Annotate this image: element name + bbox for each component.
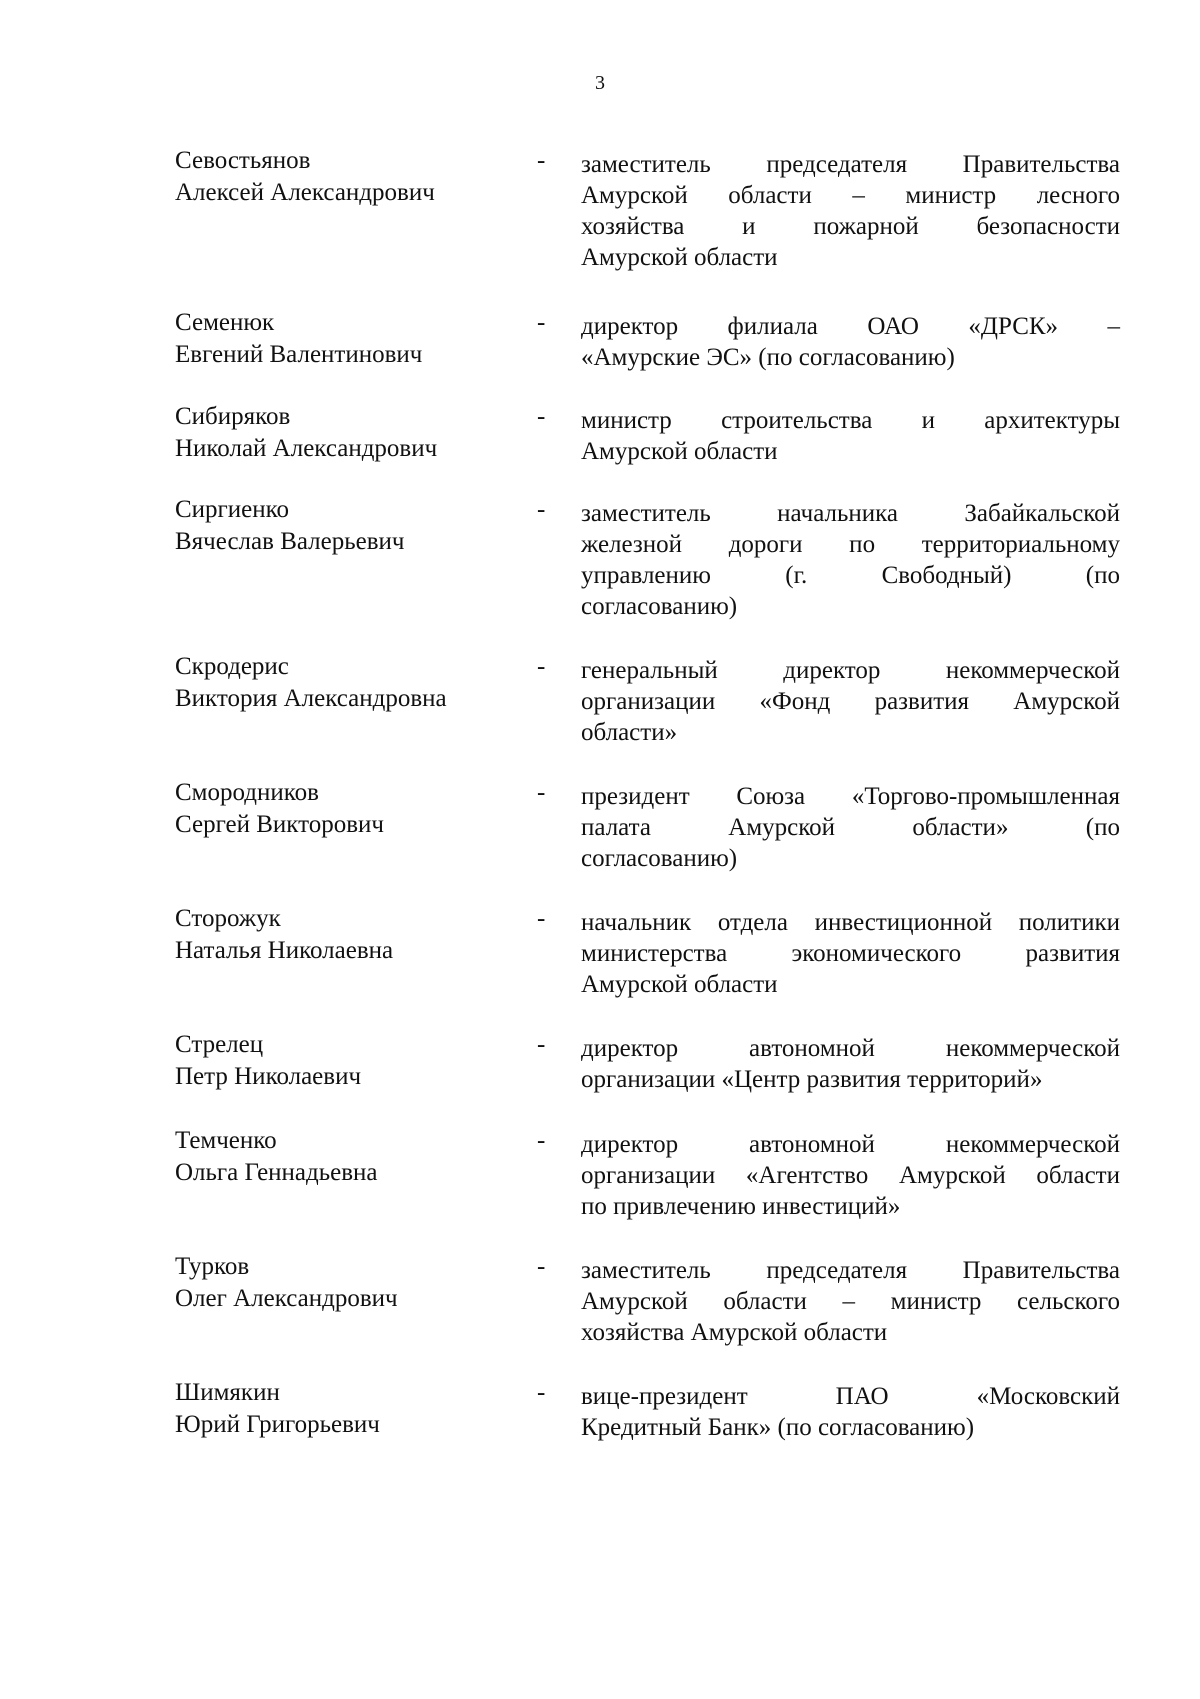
member-name: [175, 1251, 515, 1315]
entry-dash: -: [537, 147, 546, 174]
member-surname: Скродерис: [175, 653, 289, 680]
member-given-names: Николай Александрович: [175, 435, 438, 462]
position-line: по привлечению инвестиций»: [581, 1193, 901, 1220]
entry-dash: -: [537, 1379, 546, 1406]
member-given-names: Олег Александрович: [175, 1285, 398, 1312]
position-line: заместитель начальника Забайкальской: [581, 500, 1120, 527]
entry-dash: -: [537, 403, 546, 430]
position-line: Амурской области: [581, 438, 778, 465]
member-name: [175, 307, 515, 371]
page-number: 3: [595, 72, 605, 94]
position-line: согласованию): [581, 593, 738, 620]
member-surname: Смородников: [175, 779, 319, 806]
member-given-names: Алексей Александрович: [175, 179, 435, 206]
position-line: Амурской области – министр лесного: [581, 182, 1120, 209]
position-line: министерства экономического развития: [581, 940, 1120, 967]
member-position: [581, 1255, 1120, 1348]
member-position: [581, 1381, 1120, 1443]
member-given-names: Наталья Николаевна: [175, 937, 394, 964]
member-surname: Стрелец: [175, 1031, 264, 1058]
entry-dash: -: [537, 1253, 546, 1280]
member-position: [581, 781, 1120, 874]
member-surname: Севостьянов: [175, 147, 311, 174]
entry-dash: -: [537, 309, 546, 336]
member-surname: Сибиряков: [175, 403, 291, 430]
member-surname: Сиргиенко: [175, 496, 290, 523]
member-position: [581, 498, 1120, 622]
position-line: генеральный директор некоммерческой: [581, 657, 1120, 684]
member-given-names: Сергей Викторович: [175, 811, 384, 838]
member-given-names: Ольга Геннадьевна: [175, 1159, 378, 1186]
entry-dash: -: [537, 496, 546, 523]
position-line: вице-президент ПАО «Московский: [581, 1383, 1120, 1410]
position-line: директор филиала ОАО «ДРСК» –: [581, 313, 1120, 340]
position-line: организации «Агентство Амурской области: [581, 1162, 1120, 1189]
position-line: заместитель председателя Правительства: [581, 1257, 1120, 1284]
member-given-names: Петр Николаевич: [175, 1063, 362, 1090]
member-name: [175, 1029, 515, 1093]
member-position: [581, 149, 1120, 273]
position-line: железной дороги по территориальному: [581, 531, 1120, 558]
position-line: министр строительства и архитектуры: [581, 407, 1120, 434]
member-given-names: Юрий Григорьевич: [175, 1411, 380, 1438]
position-line: Кредитный Банк» (по согласованию): [581, 1414, 975, 1441]
position-line: директор автономной некоммерческой: [581, 1035, 1120, 1062]
position-line: директор автономной некоммерческой: [581, 1131, 1120, 1158]
member-position: [581, 405, 1120, 467]
position-line: заместитель председателя Правительства: [581, 151, 1120, 178]
position-line: области»: [581, 719, 678, 746]
entry-dash: -: [537, 779, 546, 806]
member-given-names: Вячеслав Валерьевич: [175, 528, 405, 555]
member-surname: Семенюк: [175, 309, 275, 336]
entry-dash: -: [537, 1127, 546, 1154]
position-line: согласованию): [581, 845, 738, 872]
member-surname: Турков: [175, 1253, 250, 1280]
member-position: [581, 1033, 1120, 1095]
position-line: организации «Фонд развития Амурской: [581, 688, 1120, 715]
member-name: [175, 1125, 515, 1189]
member-surname: Сторожук: [175, 905, 281, 932]
member-name: [175, 401, 515, 465]
member-name: [175, 1377, 515, 1441]
member-name: [175, 145, 515, 209]
member-name: [175, 903, 515, 967]
member-position: [581, 655, 1120, 748]
entry-dash: -: [537, 1031, 546, 1058]
member-surname: Темченко: [175, 1127, 277, 1154]
position-line: хозяйства и пожарной безопасности: [581, 213, 1120, 240]
entry-dash: -: [537, 905, 546, 932]
position-line: хозяйства Амурской области: [581, 1319, 888, 1346]
member-given-names: Виктория Александровна: [175, 685, 447, 712]
position-line: палата Амурской области» (по: [581, 814, 1120, 841]
position-line: Амурской области – министр сельского: [581, 1288, 1120, 1315]
position-line: Амурской области: [581, 244, 778, 271]
member-name: [175, 777, 515, 841]
position-line: организации «Центр развития территорий»: [581, 1066, 1043, 1093]
member-surname: Шимякин: [175, 1379, 280, 1406]
member-name: [175, 494, 515, 558]
position-line: «Амурские ЭС» (по согласованию): [581, 344, 955, 371]
member-position: [581, 1129, 1120, 1222]
member-name: [175, 651, 515, 715]
member-position: [581, 907, 1120, 1000]
position-line: президент Союза «Торгово-промышленная: [581, 783, 1120, 810]
entry-dash: -: [537, 653, 546, 680]
position-line: управлению (г. Свободный) (по: [581, 562, 1120, 589]
member-given-names: Евгений Валентинович: [175, 341, 423, 368]
position-line: начальник отдела инвестиционной политики: [581, 909, 1120, 936]
member-position: [581, 311, 1120, 373]
position-line: Амурской области: [581, 971, 778, 998]
